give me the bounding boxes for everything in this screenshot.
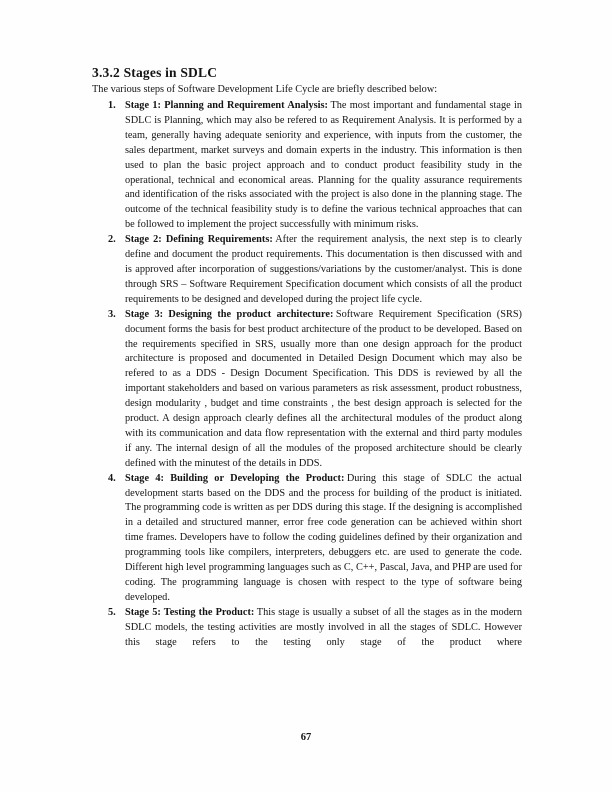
item-number: 3. <box>108 308 116 320</box>
item-text <box>125 606 522 651</box>
item-body: The most important and fundamental stage in SDLC is Planning, which may also be refered to as Requirement Analysis. It is performed by a team, generally having adequate seniority and experience, with inputs from the customer, the sales department, market surveys and domain experts in the industry. This information is then used to plan the basic project approach and to conduct product feasibility study in the operational, technical and economical areas. Planning for the quality assurance requirements and identification of the risks associated with the project is also done in the planning stage. The outcome of the technical feasibility study is to define the various technical approaches that can be followed to implement the project successfully with minimum risks. <box>125 100 523 231</box>
item-number: 4. <box>108 472 116 484</box>
item-text <box>125 99 522 233</box>
item-text <box>125 472 522 606</box>
item-label: Stage 2: Defining Requirements: <box>125 234 273 246</box>
list-item-stage-4 <box>92 472 522 606</box>
item-body: This stage is usually a subset of all the stages as in the modern SDLC models, the testing activities are mostly involved in all the stages of SDLC. However this stage refers to the testing only stage of the product where <box>125 606 522 648</box>
item-body: Software Requirement Specification (SRS) document forms the basis for best product architecture of the product to be developed. Based on the requirements specified in SRS, usually more than one design approach for the product architecture is proposed and documented in Detailed Design Document which may also be refered to as a DDS - Design Document Specification. This DDS is reviewed by all the important stakeholders and based on various parameters as risk assessment, product robustness, design modularity , budget and time constraints , the best design approach is selected for the product. A design approach clearly defines all the architectural modules of the product along with its communication and data flow representation with the external and third party modules if any. The internal design of all the modules of the proposed architecture should be clearly defined with the minutest of the details in DDS. <box>125 308 522 469</box>
section-heading: 3.3.2 Stages in SDLC <box>92 65 218 80</box>
item-label: Stage 1: Planning and Requirement Analysis: <box>125 100 328 111</box>
list-item-stage-1 <box>92 99 522 233</box>
list-item-stage-3 <box>92 308 522 472</box>
item-label: Stage 4: Building or Developing the Product: <box>125 472 345 484</box>
intro-text: The various steps of Software Development Life Cycle are briefly described below: <box>92 84 438 95</box>
item-text <box>125 233 522 308</box>
item-number: 2. <box>108 234 116 246</box>
item-body: After the requirement analysis, the next step is to clearly define and document the product requirements. This documentation is then discussed with and is approved after incorporation of suggestions/variations by the customer/analyst. This is done through SRS – Software Requirement Specification document which consists of all the product requirements to be designed and developed during the project life cycle. <box>125 234 522 305</box>
list-item-stage-2 <box>92 233 522 308</box>
item-body: During this stage of SDLC the actual development starts based on the DDS and the process for building of the product is initiated. The programming code is written as per DDS during this stage. If the designing is accomplished in a detailed and structured manner, error free code generation can be achieved within short time frames. Developers have to follow the coding guidelines defined by their organization and programming tools like compilers, interpreters, debuggers etc. are used to generate the code. Different high level programming languages such as C, C++, Pascal, Java, and PHP are used for coding. The programming language is chosen with respect to the type of software being developed. <box>125 472 522 603</box>
list-item-stage-5 <box>92 606 522 651</box>
item-number: 5. <box>108 606 116 618</box>
page-number: 67 <box>300 732 312 743</box>
item-label: Stage 5: Testing the Product: <box>125 606 255 618</box>
item-label: Stage 3: Designing the product architecture: <box>125 308 334 320</box>
item-number: 1. <box>108 100 116 111</box>
item-text <box>125 308 522 472</box>
page-content <box>92 64 522 651</box>
stage-list <box>92 99 522 651</box>
